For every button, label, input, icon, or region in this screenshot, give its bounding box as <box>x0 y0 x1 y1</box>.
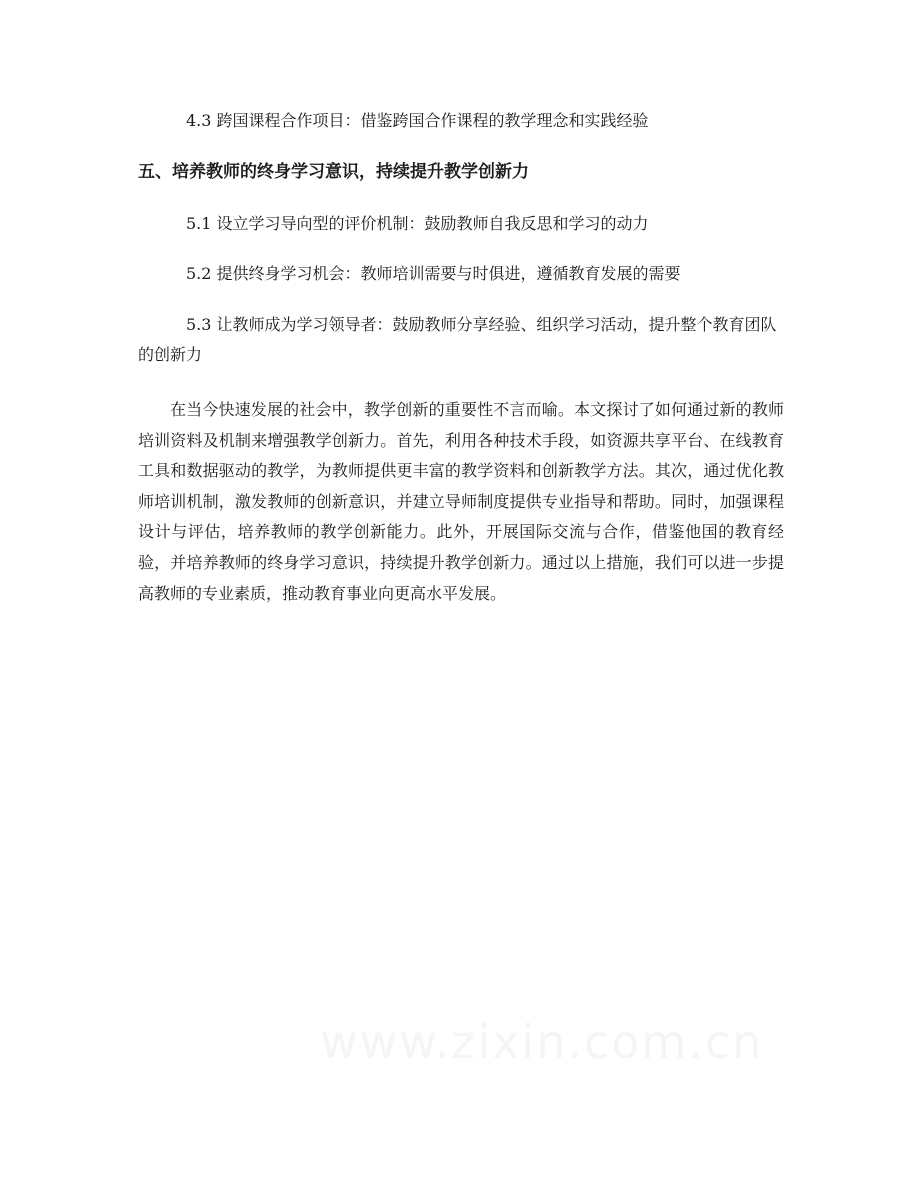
subsection-5-1: 5.1 设立学习导向型的评价机制：鼓励教师自我反思和学习的动力 <box>186 214 649 233</box>
subsection-5-3: 5.3 让教师成为学习领导者：鼓励教师分享经验、组织学习活动，提升整个教育团队的创新力 <box>138 315 777 364</box>
subsection-5-2: 5.2 提供终身学习机会：教师培训需要与时俱进，遵循教育发展的需要 <box>186 264 681 283</box>
watermark: www.zixin.com.cn <box>320 1015 764 1069</box>
subsection-4-3: 4.3 跨国课程合作项目：借鉴跨国合作课程的教学理念和实践经验 <box>186 111 649 130</box>
conclusion-paragraph: 在当今快速发展的社会中，教学创新的重要性不言而喻。本文探讨了如何通过新的教师培训资料及机制来增强教学创新力。首先，利用各种技术手段，如资源共享平台、在线教育工具和数据驱动的教学，为教师提供更丰富的教学资料和创新教学方法。其次，通过优化教师培训机制，激发教师的创新意识，并建立导师制度提供专业指导和帮助。同时，加强课程设计与评估，培养教师的教学创新能力。此外，开展国际交流与合作，借鉴他国的教育经验，并培养教师的终身学习意识，持续提升教学创新力。通过以上措施，我们可以进一步提高教师的专业素质，推动教育事业向更高水平发展。 <box>138 400 784 603</box>
section-heading-5: 五、培养教师的终身学习意识，持续提升教学创新力 <box>138 162 529 182</box>
